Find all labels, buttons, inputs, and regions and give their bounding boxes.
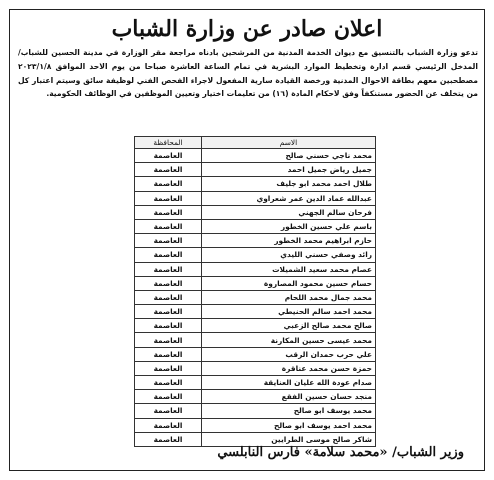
candidate-name: طلال احمد محمد ابو جليف (202, 177, 376, 191)
announcement-body: تدعو وزارة الشباب بالتنسيق مع ديوان الخدمة المدنية من المرشحين بادناه مراجعة مقر الوزارة في مدينة الحسين للشباب/ المدخل الرئيسي قسم ادارة وتخطيط الموارد البشرية في تمام الساعة العاشرة صباحا من يوم الاحد الموافق ٢٠٢٣/١/٨ مصطحبين معهم بطاقة الاحوال المدنية ورخصة القيادة سارية المفعول لاجراء الفحص الفني لوظيفة سائق وسيتم اعتبار كل من يتخلف عن الحضور مستنكفاً وفق لاحكام المادة (١٦) من تعليمات اختيار وتعيين الموظفين في الوظائف الحكومية. (18, 48, 478, 99)
candidate-governorate: العاصمة (135, 248, 202, 262)
candidate-governorate: العاصمة (135, 404, 202, 418)
candidate-governorate: العاصمة (135, 234, 202, 248)
candidate-name: محمد عيسى حسين المكارنة (202, 333, 376, 347)
candidate-governorate: العاصمة (135, 390, 202, 404)
candidate-name: محمد احمد يوسف ابو صالح (202, 418, 376, 432)
candidate-name: جميل رياض جميل احمد (202, 163, 376, 177)
table-row (135, 276, 376, 290)
table-row (135, 149, 376, 163)
candidate-governorate: العاصمة (135, 191, 202, 205)
candidate-governorate: العاصمة (135, 276, 202, 290)
table-row (135, 376, 376, 390)
table-row (135, 177, 376, 191)
candidate-governorate: العاصمة (135, 376, 202, 390)
table-row (135, 361, 376, 375)
candidate-name: صالح محمد صالح الزعبي (202, 319, 376, 333)
name-column-header: الاسم (202, 137, 376, 149)
candidate-governorate: العاصمة (135, 177, 202, 191)
announcement-title: اعلان صادر عن وزارة الشباب (111, 16, 383, 42)
candidate-name: محمد جمال محمد اللحام (202, 290, 376, 304)
table-row (135, 404, 376, 418)
table-row (135, 319, 376, 333)
candidate-name: محمد يوسف ابو صالح (202, 404, 376, 418)
candidate-name: فرحان سالم الجهني (202, 205, 376, 219)
candidate-governorate: العاصمة (135, 205, 202, 219)
candidate-name: باسم علي حسين الخطور (202, 219, 376, 233)
candidate-governorate: العاصمة (135, 432, 202, 446)
candidate-governorate: العاصمة (135, 418, 202, 432)
candidate-name: محمد ناجي حسني صالح (202, 149, 376, 163)
table-row (135, 305, 376, 319)
table-row (135, 219, 376, 233)
table-row (135, 347, 376, 361)
candidate-name: منجد حسان حسين الفقع (202, 390, 376, 404)
table-row (135, 390, 376, 404)
candidate-governorate: العاصمة (135, 347, 202, 361)
candidate-governorate: العاصمة (135, 305, 202, 319)
candidate-governorate: العاصمة (135, 290, 202, 304)
announcement-frame (9, 9, 485, 471)
table-row (135, 205, 376, 219)
candidate-governorate: العاصمة (135, 219, 202, 233)
table-row (135, 248, 376, 262)
candidate-governorate: العاصمة (135, 319, 202, 333)
candidates-table (134, 136, 376, 447)
candidate-name: حسام حسين محمود المصاروة (202, 276, 376, 290)
candidate-name: رائد وصفي حسني الليدي (202, 248, 376, 262)
candidate-name: حمزة حسن محمد عناقرة (202, 361, 376, 375)
candidate-governorate: العاصمة (135, 333, 202, 347)
table-row (135, 163, 376, 177)
minister-signature: وزير الشباب/ «محمد سلامة» فارس النابلسي (217, 445, 464, 460)
table-row (135, 234, 376, 248)
candidate-name: عصام محمد سعيد الشميلات (202, 262, 376, 276)
candidate-name: حازم ابراهيم محمد الخطور (202, 234, 376, 248)
candidate-name: صدام عودة الله عليان العنايقة (202, 376, 376, 390)
table-row (135, 191, 376, 205)
candidate-governorate: العاصمة (135, 163, 202, 177)
candidate-name: علي حرب حمدان الرقب (202, 347, 376, 361)
candidate-name: شاكر صالح موسى الطرايين (202, 432, 376, 446)
table-row (135, 418, 376, 432)
table-header-row (135, 137, 376, 149)
governorate-column-header: المحافظة (135, 137, 202, 149)
candidate-name: عبدالله عماد الدين عمر شعراوي (202, 191, 376, 205)
candidate-governorate: العاصمة (135, 262, 202, 276)
table-row (135, 333, 376, 347)
table-row (135, 262, 376, 276)
candidate-governorate: العاصمة (135, 361, 202, 375)
candidate-name: محمد احمد سالم الحنيطي (202, 305, 376, 319)
table-row (135, 290, 376, 304)
candidate-governorate: العاصمة (135, 149, 202, 163)
